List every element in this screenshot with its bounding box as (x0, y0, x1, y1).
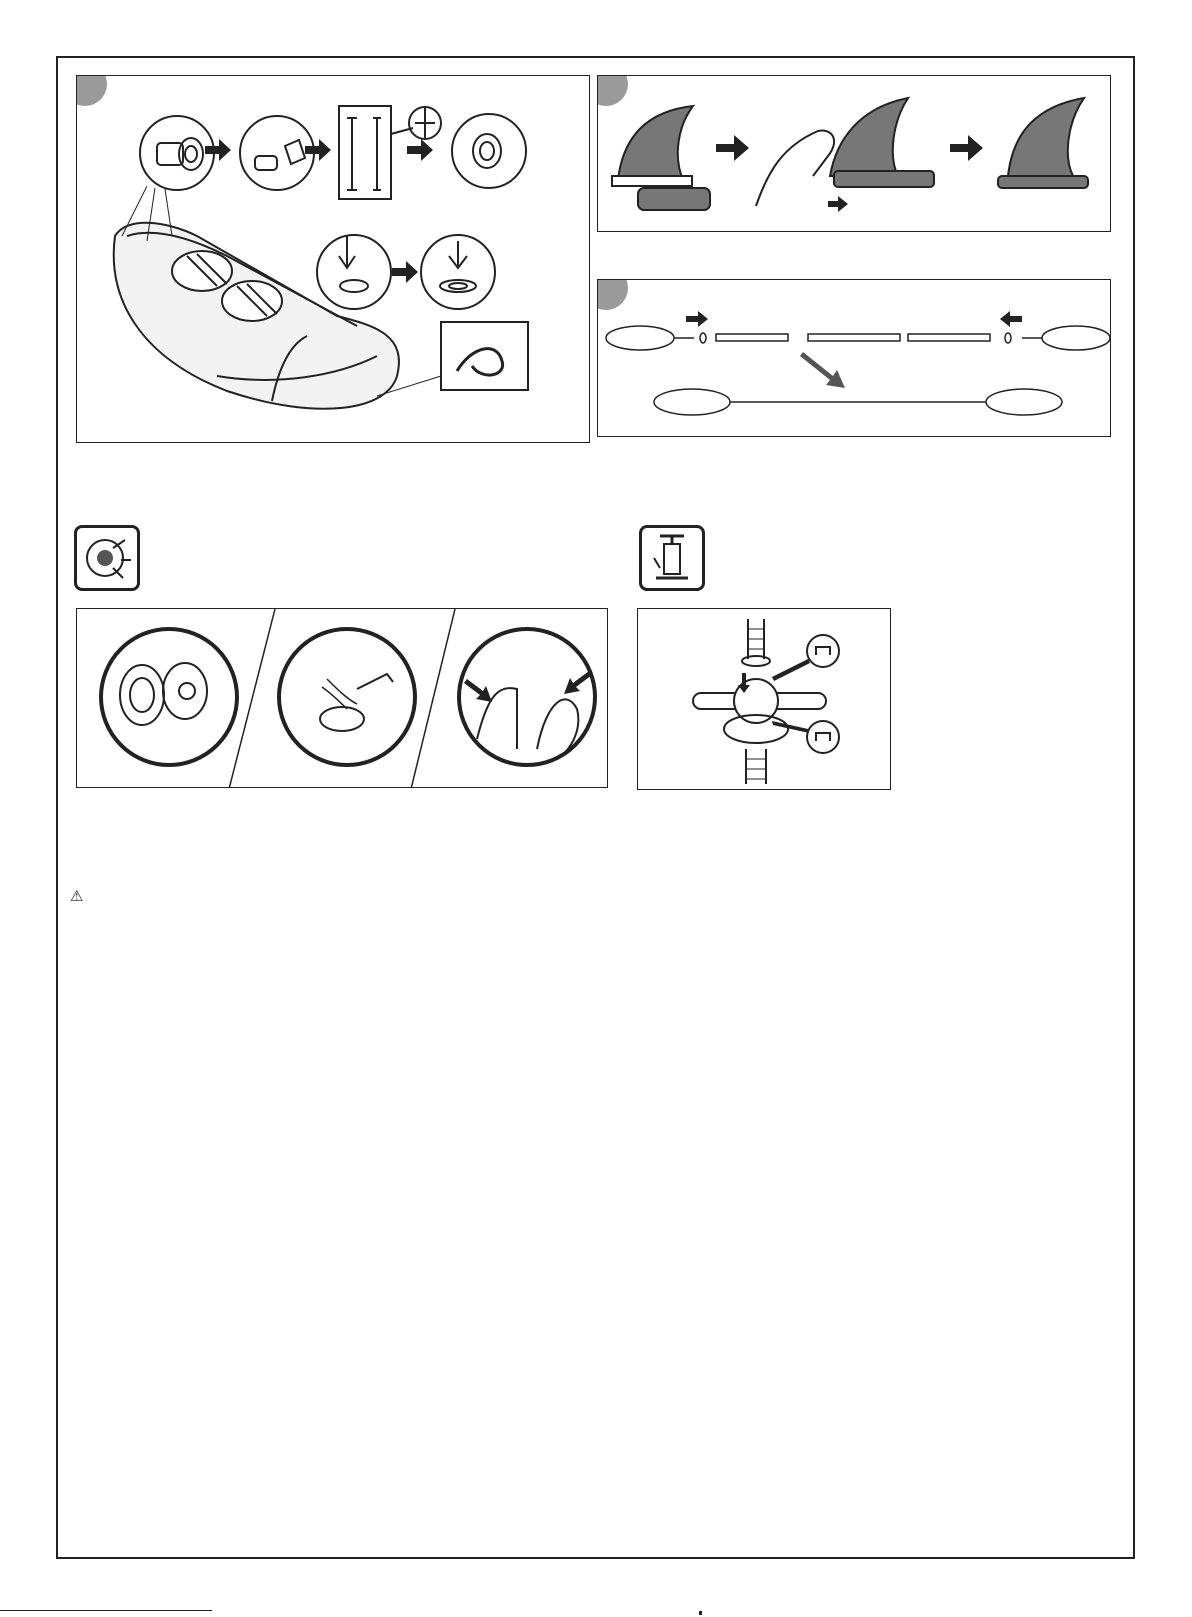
warning-icon: ⚠ (70, 888, 84, 905)
valve-operation-panel (76, 608, 608, 788)
valve-icon-box (74, 525, 140, 591)
paddle-assembly-panel (597, 279, 1111, 437)
valve-kayak-panel (76, 75, 590, 443)
footer-rule (0, 1610, 212, 1611)
valve-icon (77, 528, 137, 588)
fin-illustration (598, 76, 1111, 232)
hand-pump-icon (642, 528, 702, 588)
footer-mark (699, 1611, 702, 1615)
fin-install-panel (597, 75, 1111, 232)
pump-connection-illustration (638, 609, 891, 790)
kayak-valve-illustration (77, 76, 590, 443)
paddle-illustration (598, 280, 1111, 437)
pump-icon-box (639, 525, 705, 591)
pump-panel (637, 608, 891, 790)
valve-operation-illustration (77, 609, 608, 788)
